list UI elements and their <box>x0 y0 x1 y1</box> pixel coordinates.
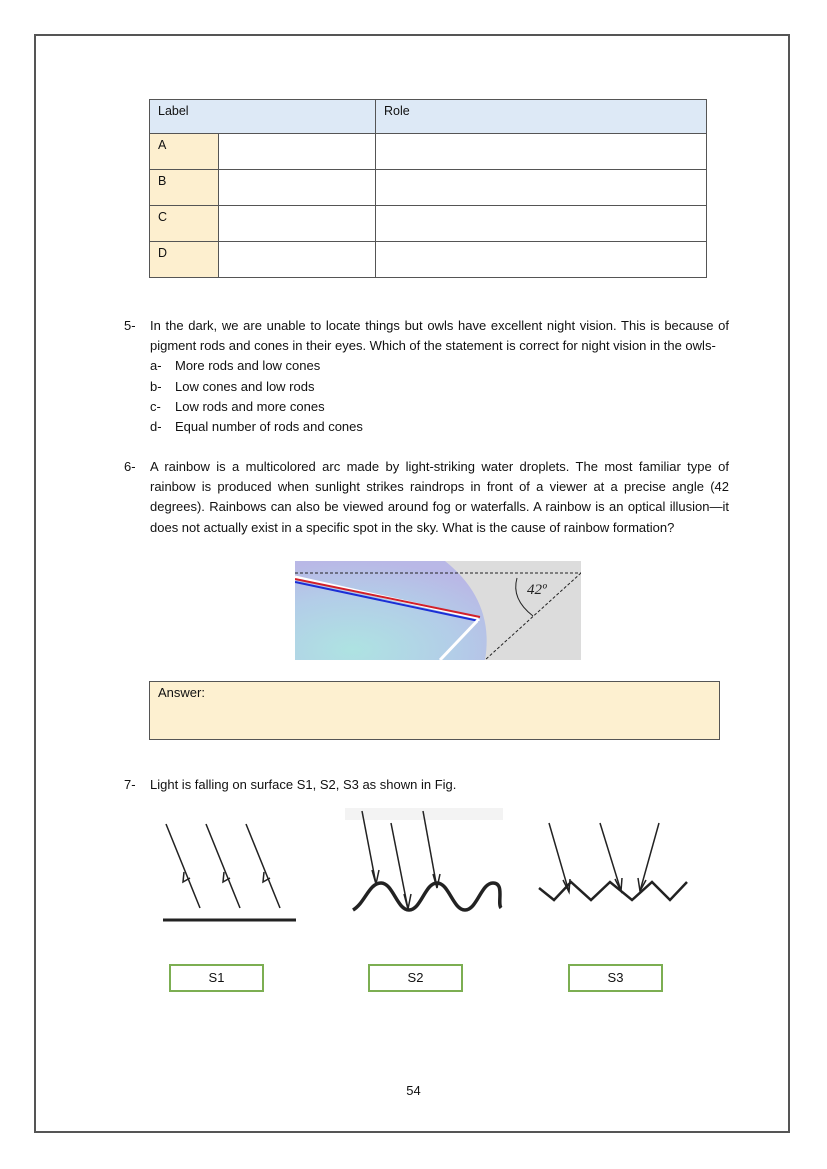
surface-label-s2: S2 <box>368 964 463 992</box>
water-droplet <box>295 561 487 660</box>
row-label: C <box>150 206 219 242</box>
row-role-cell[interactable] <box>376 134 707 170</box>
header-role: Role <box>376 100 707 134</box>
row-label: B <box>150 170 219 206</box>
row-name-cell[interactable] <box>219 242 376 278</box>
table-header-row <box>150 100 707 134</box>
row-name-cell[interactable] <box>219 206 376 242</box>
option-a[interactable] <box>150 356 729 376</box>
question-number: 6- <box>124 459 136 474</box>
option-key: c- <box>150 398 161 414</box>
arrowhead-icon <box>433 874 440 888</box>
question-number: 7- <box>124 777 136 792</box>
label-role-table <box>149 99 707 278</box>
light-ray <box>166 824 200 908</box>
option-b[interactable] <box>150 377 729 397</box>
wavy-surface <box>353 883 501 910</box>
light-ray <box>246 824 280 908</box>
option-d[interactable] <box>150 417 729 437</box>
arrowhead-icon <box>404 894 411 909</box>
option-text: More rods and low cones <box>175 358 321 374</box>
light-ray <box>362 811 376 884</box>
light-ray <box>423 811 437 888</box>
option-key: d- <box>150 419 162 435</box>
rainbow-droplet-figure <box>295 561 581 660</box>
angle-label: 42º <box>527 582 547 598</box>
option-text: Low cones and low rods <box>175 378 315 394</box>
question-7 <box>124 775 729 795</box>
table-row <box>150 170 707 206</box>
option-text: Equal number of rods and cones <box>175 419 363 435</box>
row-role-cell[interactable] <box>376 242 707 278</box>
surface-s1-figure <box>160 820 300 925</box>
question-text: In the dark, we are unable to locate things but owls have excellent night vision. This is because of pigment rods and cones in their eyes. Which of the statement is correct for night vision in the owls- <box>150 318 729 354</box>
surface-s3-figure <box>537 820 692 910</box>
surface-label-s3: S3 <box>568 964 663 992</box>
table-row <box>150 206 707 242</box>
question-text: A rainbow is a multicolored arc made by light-striking water droplets. The most familiar type of rainbow is produced when sunlight strikes raindrops in front of a viewer at a precise angle (42 degrees). Rainbows can also be viewed around fog or waterfalls. A rainbow is an optical illusion—it does not actually exist in a specific spot in the sky. What is the cause of rainbow formation? <box>150 459 729 535</box>
row-role-cell[interactable] <box>376 206 707 242</box>
light-ray <box>549 823 569 892</box>
page-number: 54 <box>406 1083 421 1098</box>
zigzag-surface <box>539 882 687 900</box>
row-label: D <box>150 242 219 278</box>
header-label: Label <box>150 100 376 134</box>
table-row <box>150 134 707 170</box>
surface-s2-figure <box>345 808 503 918</box>
table-row <box>150 242 707 278</box>
row-label: A <box>150 134 219 170</box>
question-6 <box>124 457 729 538</box>
answer-box[interactable] <box>149 681 720 740</box>
option-c[interactable] <box>150 397 729 417</box>
option-key: a- <box>150 358 162 374</box>
question-5 <box>124 316 729 437</box>
option-text: Low rods and more cones <box>175 398 325 414</box>
question-number: 5- <box>124 318 136 333</box>
option-key: b- <box>150 378 162 394</box>
answer-label: Answer: <box>158 685 205 700</box>
row-name-cell[interactable] <box>219 170 376 206</box>
row-name-cell[interactable] <box>219 134 376 170</box>
question-text: Light is falling on surface S1, S2, S3 as shown in Fig. <box>150 777 457 792</box>
light-ray <box>640 823 659 891</box>
options-list <box>150 356 729 437</box>
row-role-cell[interactable] <box>376 170 707 206</box>
light-ray <box>206 824 240 908</box>
surface-label-s1: S1 <box>169 964 264 992</box>
